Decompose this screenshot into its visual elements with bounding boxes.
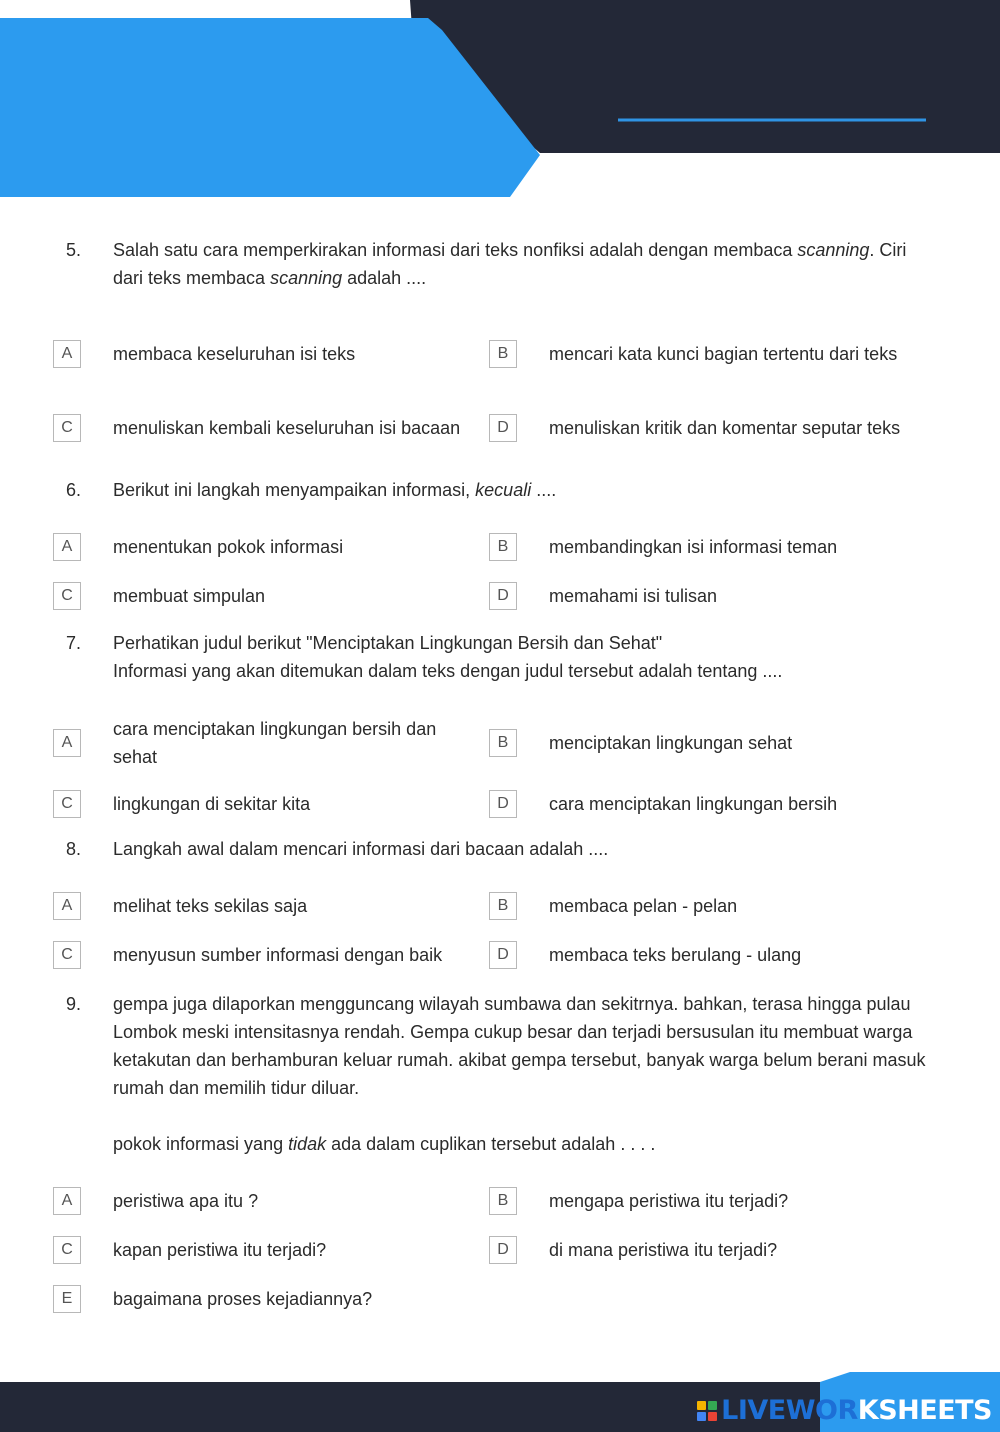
- question-5: [66, 236, 926, 292]
- option-letter-box[interactable]: B: [489, 533, 517, 561]
- liveworksheets-logo[interactable]: [697, 1395, 992, 1426]
- option-text: mencari kata kunci bagian tertentu dari teks: [549, 344, 898, 364]
- question-text: Salah satu cara memperkirakan informasi dari teks nonfiksi adalah dengan membaca scanning. Ciri dari teks membaca scanning adalah ....: [113, 240, 907, 288]
- option-text: membuat simpulan: [113, 586, 266, 606]
- option-6d[interactable]: [489, 582, 919, 610]
- option-text: menentukan pokok informasi: [113, 537, 344, 557]
- option-text: di mana peristiwa itu terjadi?: [549, 1240, 778, 1260]
- header-shapes: [0, 0, 1000, 200]
- question-number: 5.: [66, 240, 82, 260]
- brand-text-part1: LIVEWOR: [721, 1395, 858, 1426]
- options-9: [0, 1187, 1000, 1317]
- option-letter-box[interactable]: E: [53, 1285, 81, 1313]
- option-text: membaca pelan - pelan: [549, 896, 738, 916]
- option-letter-box[interactable]: B: [489, 892, 517, 920]
- option-letter-box[interactable]: D: [489, 582, 517, 610]
- question-6: [66, 476, 926, 504]
- option-5b[interactable]: [489, 326, 919, 382]
- options-8: [0, 892, 1000, 990]
- option-9e[interactable]: [53, 1285, 483, 1313]
- option-letter-box[interactable]: A: [53, 340, 81, 368]
- option-letter-box[interactable]: D: [489, 790, 517, 818]
- option-letter-box[interactable]: A: [53, 533, 81, 561]
- option-text: peristiwa apa itu ?: [113, 1191, 259, 1211]
- option-letter-box[interactable]: B: [489, 729, 517, 757]
- option-text: melihat teks sekilas saja: [113, 896, 308, 916]
- option-8d[interactable]: [489, 941, 919, 969]
- option-6b[interactable]: [489, 533, 919, 561]
- option-text: memahami isi tulisan: [549, 586, 718, 606]
- question-text: Berikut ini langkah menyampaikan informasi, kecuali ....: [113, 480, 557, 500]
- option-8b[interactable]: [489, 892, 919, 920]
- option-text: menyusun sumber informasi dengan baik: [113, 945, 443, 965]
- brand-text-part2: KSHEETS: [857, 1395, 992, 1426]
- option-7d[interactable]: [489, 790, 919, 818]
- question-text: [113, 990, 926, 1158]
- option-9b[interactable]: [489, 1187, 919, 1215]
- option-letter-box[interactable]: B: [489, 340, 517, 368]
- option-letter-box[interactable]: D: [489, 1236, 517, 1264]
- option-text: mengapa peristiwa itu terjadi?: [549, 1191, 789, 1211]
- option-7b[interactable]: [489, 715, 919, 771]
- header-banner: [0, 0, 1000, 200]
- option-text: cara menciptakan lingkungan bersih: [549, 794, 838, 814]
- option-5a[interactable]: [53, 326, 483, 382]
- question-prompt: pokok informasi yang tidak ada dalam cuplikan tersebut adalah . . . .: [113, 1134, 656, 1154]
- option-text: menuliskan kritik dan komentar seputar teks: [549, 418, 901, 438]
- option-6c[interactable]: [53, 582, 483, 610]
- option-7a[interactable]: [53, 715, 483, 771]
- option-letter-box[interactable]: C: [53, 1236, 81, 1264]
- question-text: Langkah awal dalam mencari informasi dari bacaan adalah ....: [113, 839, 609, 859]
- question-7: [66, 629, 926, 685]
- options-5: [0, 326, 1000, 476]
- option-letter-box[interactable]: D: [489, 414, 517, 442]
- option-text: membaca keseluruhan isi teks: [113, 344, 356, 364]
- worksheet-content: [0, 232, 1000, 1317]
- option-letter-box[interactable]: D: [489, 941, 517, 969]
- option-text: cara menciptakan lingkungan bersih dan sehat: [113, 719, 437, 767]
- option-5d[interactable]: [489, 400, 919, 456]
- footer-bar: [0, 1372, 1000, 1432]
- options-6: [0, 533, 1000, 629]
- option-9a[interactable]: [53, 1187, 483, 1215]
- question-8: [66, 835, 926, 863]
- liveworksheets-grid-icon: [697, 1401, 717, 1421]
- option-5c[interactable]: [53, 400, 483, 456]
- question-number: 9.: [66, 994, 82, 1014]
- option-8c[interactable]: [53, 941, 483, 969]
- option-text: kapan peristiwa itu terjadi?: [113, 1240, 327, 1260]
- option-7c[interactable]: [53, 790, 483, 818]
- option-text: menuliskan kembali keseluruhan isi bacaan: [113, 418, 461, 438]
- question-line-1: Perhatikan judul berikut "Menciptakan Lingkungan Bersih dan Sehat": [113, 633, 663, 653]
- option-text: menciptakan lingkungan sehat: [549, 733, 793, 753]
- option-text: membaca teks berulang - ulang: [549, 945, 802, 965]
- options-7: [0, 715, 1000, 835]
- option-letter-box[interactable]: C: [53, 790, 81, 818]
- question-text: [113, 629, 926, 685]
- option-9d[interactable]: [489, 1236, 919, 1264]
- question-9: [66, 990, 926, 1158]
- option-letter-box[interactable]: C: [53, 414, 81, 442]
- option-letter-box[interactable]: A: [53, 1187, 81, 1215]
- option-letter-box[interactable]: B: [489, 1187, 517, 1215]
- option-text: lingkungan di sekitar kita: [113, 794, 311, 814]
- option-letter-box[interactable]: A: [53, 729, 81, 757]
- question-number: 7.: [66, 633, 82, 653]
- passage: gempa juga dilaporkan mengguncang wilayah sumbawa dan sekitrnya. bahkan, terasa hingga pulau Lombok meski intensitasnya rendah. Gempa cukup besar dan terjadi bersusulan itu membuat warga ketakutan dan berhamburan keluar rumah. akibat gempa tersebut, banyak warga belum berani masuk rumah dan memilih tidur diluar.: [113, 994, 926, 1098]
- option-9c[interactable]: [53, 1236, 483, 1264]
- option-letter-box[interactable]: C: [53, 941, 81, 969]
- option-text: bagaimana proses kejadiannya?: [113, 1289, 373, 1309]
- option-letter-box[interactable]: A: [53, 892, 81, 920]
- question-number: 6.: [66, 480, 82, 500]
- option-8a[interactable]: [53, 892, 483, 920]
- option-letter-box[interactable]: C: [53, 582, 81, 610]
- option-text: membandingkan isi informasi teman: [549, 537, 838, 557]
- question-number: 8.: [66, 839, 82, 859]
- question-line-2: Informasi yang akan ditemukan dalam teks dengan judul tersebut adalah tentang ....: [113, 661, 783, 681]
- option-6a[interactable]: [53, 533, 483, 561]
